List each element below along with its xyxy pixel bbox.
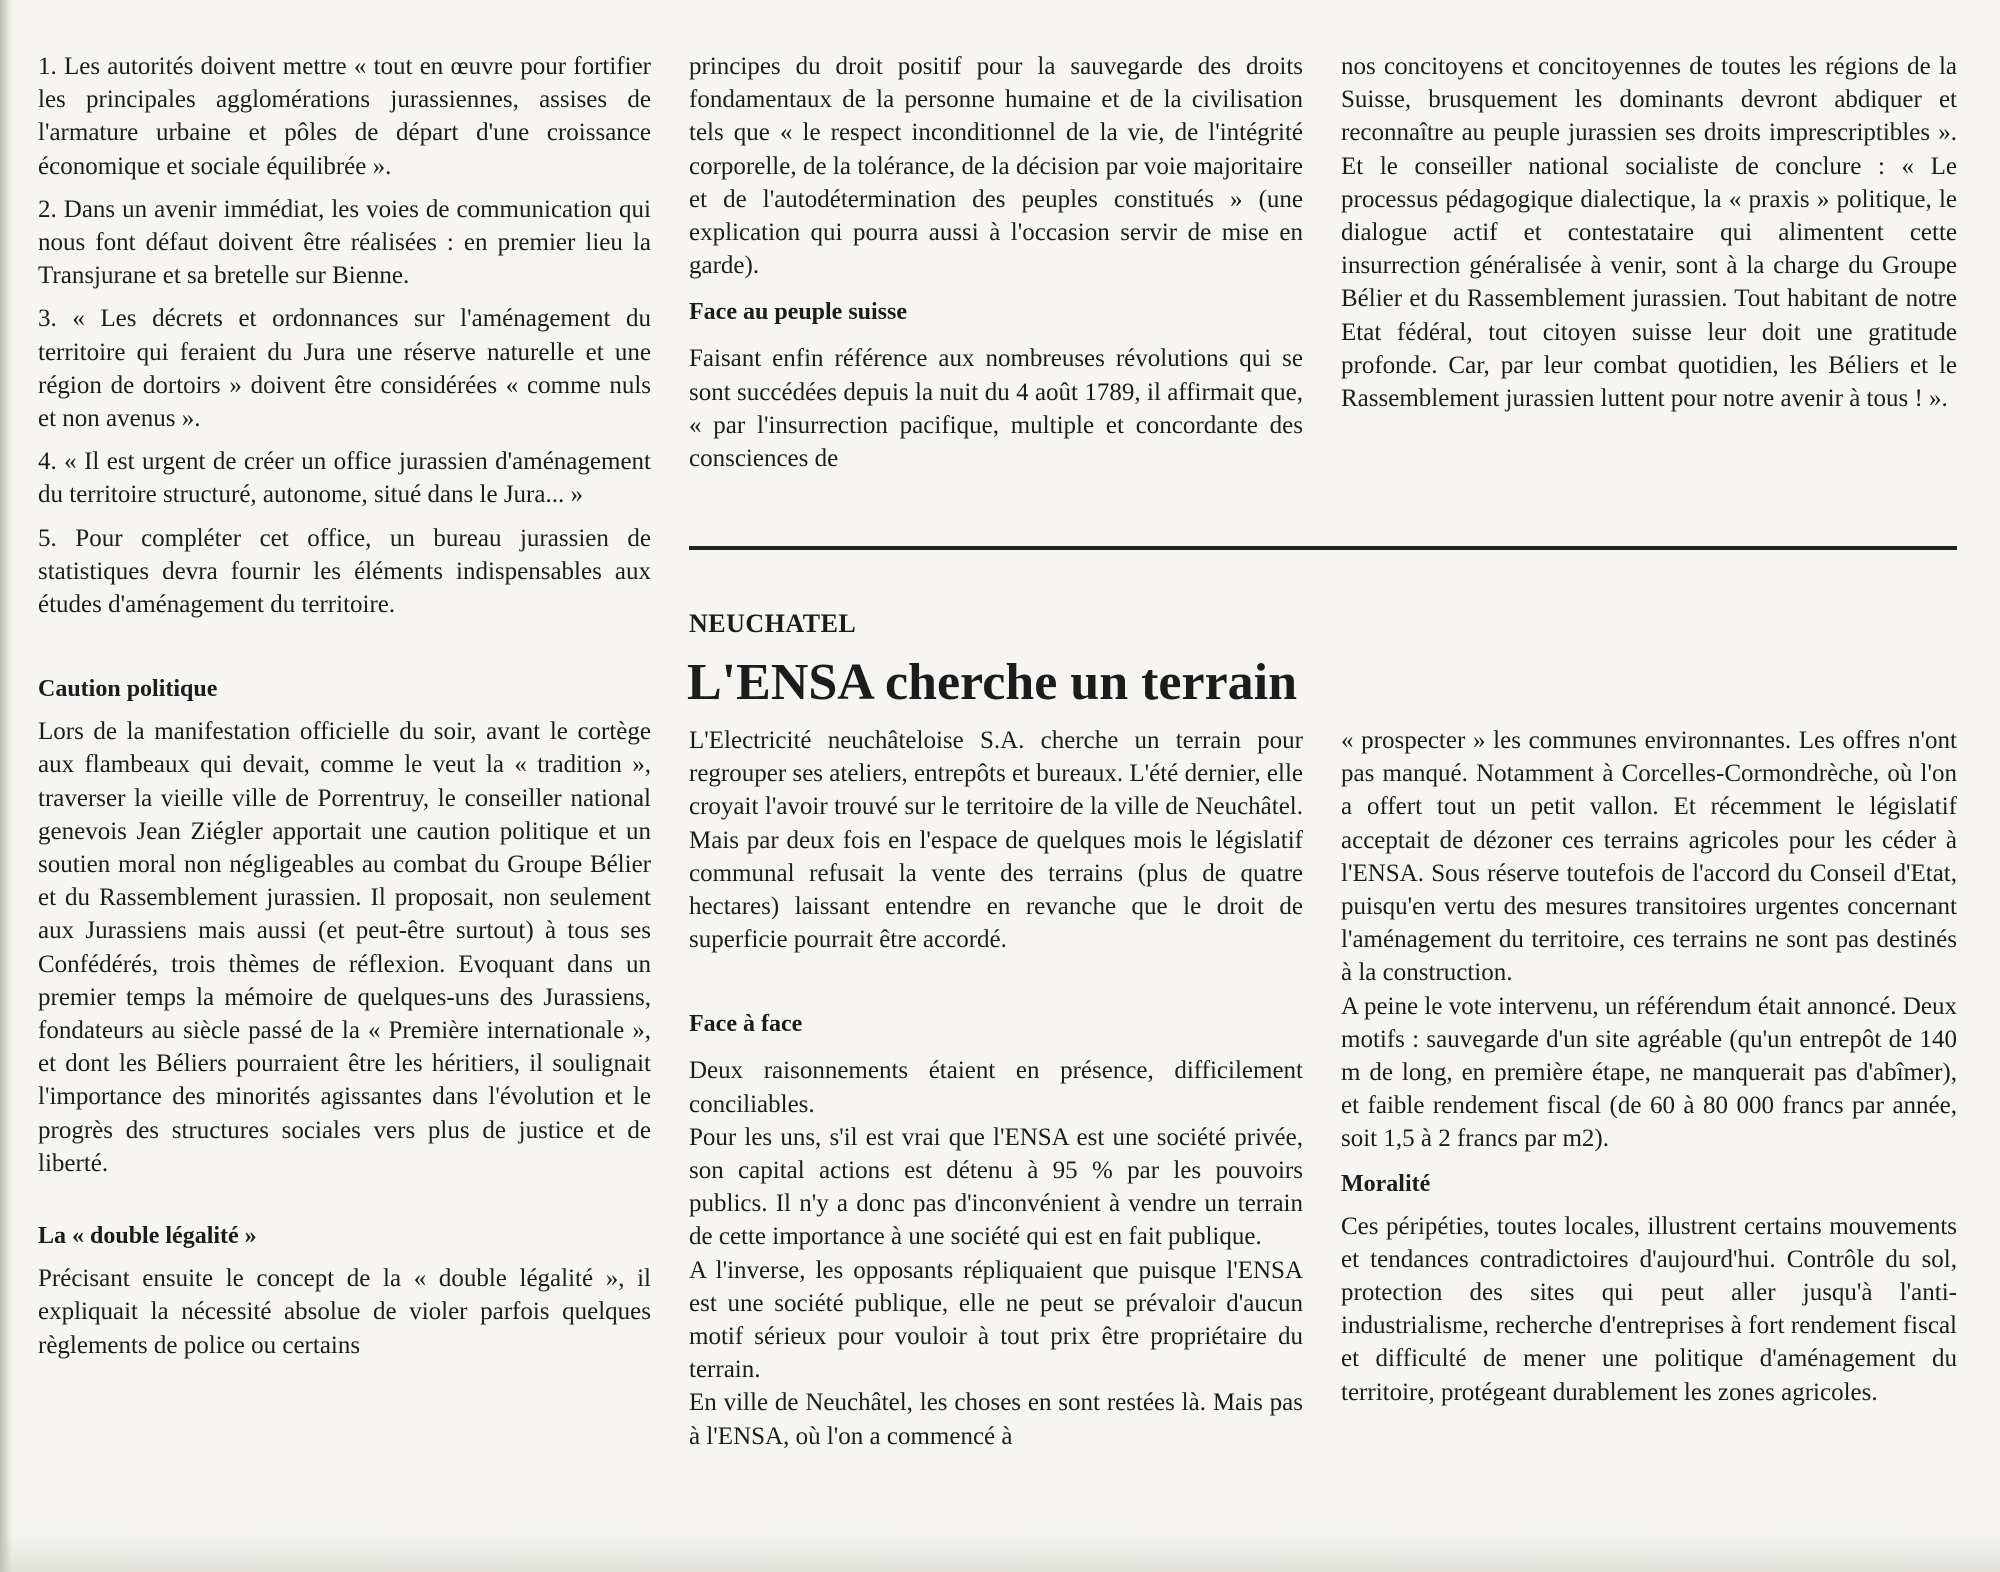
peuple-paragraph: Faisant enfin référence aux nombreuses révolutions qui se sont succédées depuis la nuit du 4 août 1789, il affirmait que, « par l'insurrection pacifique, multiple et concordante des consciences de: [689, 345, 1303, 473]
article-column-left: [689, 724, 1303, 1453]
moralite-paragraph: Ces péripéties, toutes locales, illustrent certains mouvements et tendances contradictoires d'aujourd'hui. Contrôle du sol, protection des sites qui peut aller jusqu'à l'anti-industrialisme, recherche d'entreprises à fort rendement fiscal et difficulté de mener une politique d'aménagement du territoire, protégeant durablement les zones agricoles.: [1341, 1212, 1957, 1406]
article-headline: L'ENSA cherche un terrain: [687, 654, 1298, 711]
face-paragraph: Deux raisonnements étaient en présence, difficilement conciliables.: [689, 1057, 1303, 1118]
article-kicker: NEUCHATEL: [689, 609, 857, 638]
list-item: 3. « Les décrets et ordonnances sur l'aménagement du territoire qui feraient du Jura une réserve naturelle et une région de dortoirs » doivent être considérées « comme nuls et non avenus ».: [38, 305, 651, 433]
article-column-right: [1341, 724, 1957, 1409]
face-paragraph: Pour les uns, s'il est vrai que l'ENSA est une société privée, son capital actions est détenu à 95 % par les pouvoirs publics. Il n'y a donc pas d'inconvénient à vendre un terrain de cette importance à une société qui est en fait publique.: [689, 1123, 1303, 1251]
caution-paragraph: Lors de la manifestation officielle du soir, avant le cortège aux flambeaux qui devait, comme le veut la « tradition », traverser la vieille ville de Porrentruy, le conseiller national genevois Jean Ziégler apportait une caution politique et un soutien moral non négligeables au combat du Groupe Bélier et du Rassemblement jurassien. Il proposait, non seulement aux Jurassiens mais aussi (et peut-être surtout) à tous ses Confédérés, trois thèmes de réflexion. Evoquant dans un premier temps la mémoire de quelques-uns des Jurassiens, fondateurs au siècle passé de la « Première internationale », et dont les Béliers pourraient être les héritiers, il soulignait l'importance des minorités agissantes dans l'évolution et le progrès des structures sociales vers plus de justice et de liberté.: [38, 718, 651, 1177]
face-paragraph: A l'inverse, les opposants répliquaient que puisque l'ENSA est une société publique, elle ne peut se prévaloir d'aucun motif sérieux pour vouloir à tout prix être propriétaire du terrain.: [689, 1256, 1303, 1384]
legalite-paragraph: Précisant ensuite le concept de la « double légalité », il expliquait la nécessité absolue de violer parfois quelques règlements de police ou certains: [38, 1265, 651, 1359]
list-item: 2. Dans un avenir immédiat, les voies de communication qui nous font défaut doivent être réalisées : en premier lieu la Transjurane et sa bretelle sur Bienne.: [38, 195, 651, 290]
section-heading-peuple: Face au peuple suisse: [689, 299, 908, 326]
middle-column-top: [689, 50, 1303, 475]
list-item: 1. Les autorités doivent mettre « tout en œuvre pour fortifier les principales agglomérations jurassiennes, assises de l'armature urbaine et pôles de départ d'une croissance économique et sociale équilibrée ».: [38, 53, 651, 180]
continuation-paragraph: nos concitoyens et concitoyennes de toutes les régions de la Suisse, brusquement les dominants devront abdiquer et reconnaître au peuple jurassien ses droits imprescriptibles ». Et le conseiller national socialiste de conclure : « Le processus pédagogique dialectique, la « praxis » politique, le dialogue actif et contestataire qui alimentent cette insurrection généralisée à venir, sont à la charge du Groupe Bélier et du Rassemblement jurassien. Tout habitant de notre Etat fédéral, tout citoyen suisse leur doit une gratitude profonde. Car, par leur combat quotidien, les Béliers et le Rassemblement jurassien luttent pour notre avenir à tous ! ».: [1341, 53, 1957, 413]
article-paragraph: « prospecter » les communes environnantes. Les offres n'ont pas manqué. Notamment à Corcelles-Cormondrèche, où l'on a offert tout un petit vallon. Et récemment le législatif acceptait de dézoner ces terrains agricoles pour les céder à l'ENSA. Sous réserve toutefois de l'accord du Conseil d'Etat, puisqu'en vertu des mesures transitoires urgentes concernant l'aménagement du territoire, ces terrains ne sont pas destinés à la construction.: [1341, 727, 1957, 987]
section-heading-face: Face à face: [689, 1011, 803, 1038]
list-item: 5. Pour compléter cet office, un bureau jurassien de statistiques devra fournir les éléments indispensables aux études d'aménagement du territoire.: [38, 524, 651, 619]
face-paragraph: En ville de Neuchâtel, les choses en sont restées là. Mais pas à l'ENSA, où l'on a commencé à: [689, 1389, 1303, 1450]
section-heading-legalite: La « double légalité »: [38, 1223, 257, 1250]
left-column: [38, 50, 651, 1362]
article-divider: [689, 546, 1957, 550]
article-intro: L'Electricité neuchâteloise S.A. cherche un terrain pour regrouper ses ateliers, entrepôts et bureaux. L'été dernier, elle croyait l'avoir trouvé sur le territoire de la ville de Neuchâtel. Mais par deux fois en l'espace de quelques mois le législatif communal refusait la vente des terrains (plus de quatre hectares) laissant entendre en revanche que le droit de superficie pourrait être accordé.: [689, 727, 1303, 954]
list-item: 4. « Il est urgent de créer un office jurassien d'aménagement du territoire structuré, autonome, situé dans le Jura... »: [38, 448, 651, 509]
article-paragraph: A peine le vote intervenu, un référendum était annoncé. Deux motifs : sauvegarde d'un site agréable (qu'un entrepôt de 140 m de long, en première étape, ne manquerait pas d'abîmer), et faible rendement fiscal (de 60 à 80 000 francs par année, soit 1,5 à 2 francs par m2).: [1341, 992, 1957, 1153]
section-heading-moralite: Moralité: [1341, 1170, 1431, 1197]
page-edge-shadow: [0, 0, 12, 1572]
right-column-top: [1341, 50, 1957, 415]
page-bottom-shadow: [0, 1532, 2000, 1572]
continuation-paragraph: principes du droit positif pour la sauvegarde des droits fondamentaux de la personne humaine et de la civilisation tels que « le respect inconditionnel de la vie, de l'intégrité corporelle, de la tolérance, de la décision par voie majoritaire et de l'autodétermination des peuples constitués » (une explication qui pourra aussi à l'occasion servir de mise en garde).: [689, 53, 1303, 280]
section-heading-caution: Caution politique: [38, 676, 218, 703]
